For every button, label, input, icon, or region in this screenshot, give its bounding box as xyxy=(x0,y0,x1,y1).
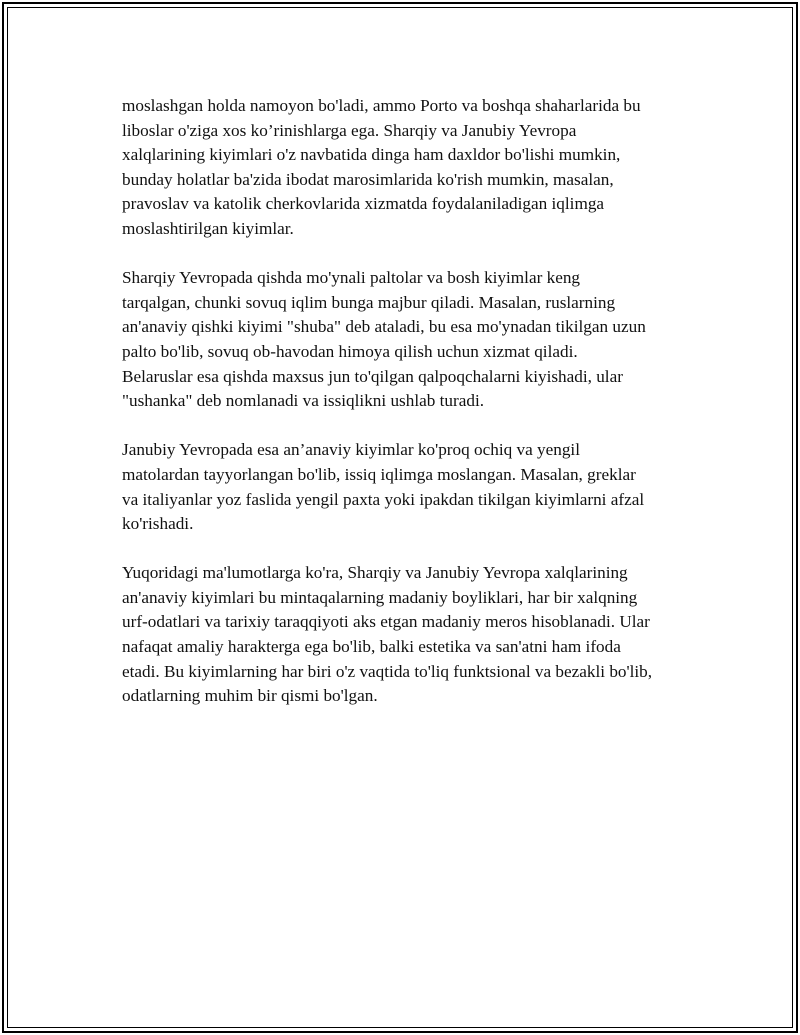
paragraph-1: moslashgan holda namoyon bo'ladi, ammo Porto va boshqa shaharlarida bu liboslar o'ziga xos ko’rinishlarga ega. Sharqiy va Janubiy Yevropa xalqlarining kiyimlari o'z navbatida dinga ham daxldor bo'lishi mumkin, bunday holatlar ba'zida ibodat marosimlarida ko'rish mumkin, masalan, pravoslav va katolik cherkovlarida xizmatda foydalaniladigan iqlimga moslashtirilgan kiyimlar. xyxy=(122,96,641,238)
paragraph-2: Sharqiy Yevropada qishda mo'ynali paltolar va bosh kiyimlar keng tarqalgan, chunki sovuq iqlim bunga majbur qiladi. Masalan, ruslarning an'anaviy qishki kiyimi "shuba" deb ataladi, bu esa mo'ynadan tikilgan uzun palto bo'lib, sovuq ob-havodan himoya qilish uchun xizmat qiladi. Belaruslar esa qishda maxsus jun to'qilgan qalpoqchalarni kiyishadi, ular "ushanka" deb nomlanadi va issiqlikni ushlab turadi. xyxy=(122,268,646,411)
page-border xyxy=(2,2,798,1033)
paragraph-4: Yuqoridagi ma'lumotlarga ko'ra, Sharqiy va Janubiy Yevropa xalqlarining an'anaviy kiyimlari bu mintaqalarning madaniy boyliklari, har bir xalqning urf-odatlari va tarixiy taraqqiyoti aks etgan madaniy meros hisoblanadi. Ular nafaqat amaliy harakterga ega bo'lib, balki estetika va san'atni ham ifoda etadi. Bu kiyimlarning har biri o'z vaqtida to'liq funktsional va bezakli bo'lib, odatlarning muhim bir qismi bo'lgan. xyxy=(122,563,653,706)
document-body xyxy=(122,94,712,733)
paragraph-3: Janubiy Yevropada esa an’anaviy kiyimlar ko'proq ochiq va yengil matolardan tayyorlangan bo'lib, issiq iqlimga moslangan. Masalan, greklar va italiyanlar yoz faslida yengil paxta yoki ipakdan tikilgan kiyimlarni afzal ko'rishadi. xyxy=(122,440,645,534)
